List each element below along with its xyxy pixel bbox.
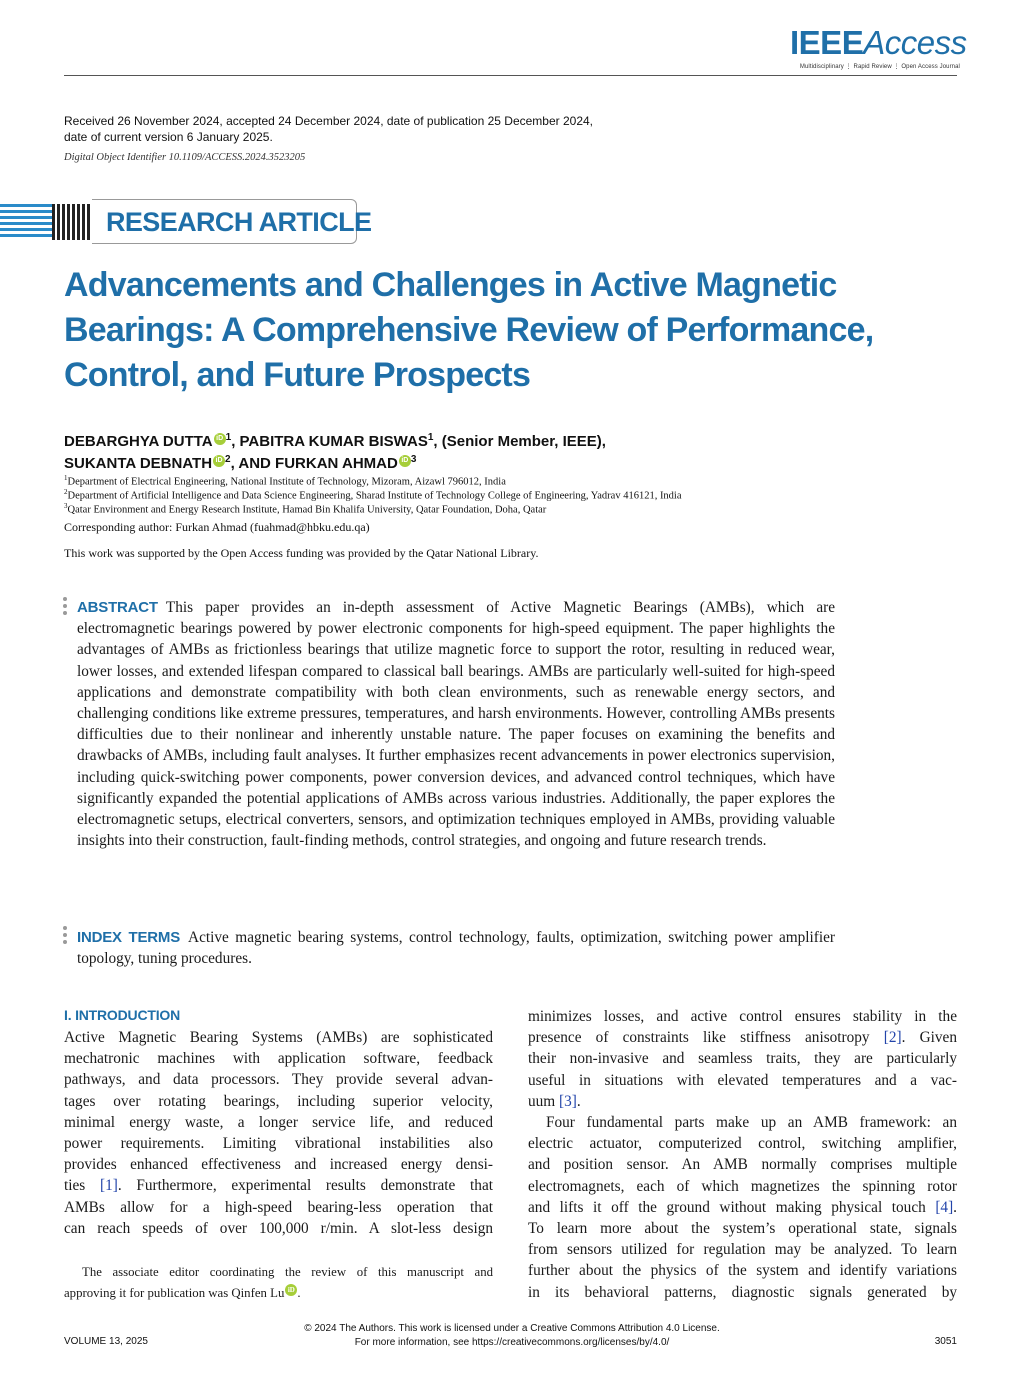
article-type-banner (0, 199, 372, 245)
text-line: minimal energy waste, a longer service life, and reduced (64, 1113, 493, 1131)
affiliation-3 (64, 499, 546, 518)
index-terms (77, 927, 835, 969)
author-1: DEBARGHYA DUTTA (64, 433, 213, 450)
author-2: , PABITRA KUMAR BISWAS (231, 433, 428, 450)
funding-note: This work was supported by the Open Access funding was provided by the Qatar National Library. (64, 546, 539, 560)
text-line: AMBs allow for a high-speed bearing-less operation that (64, 1198, 493, 1216)
logo-ieee-text: IEEE (790, 24, 864, 61)
ieee-access-logo (790, 24, 967, 76)
author-4: , AND FURKAN AHMAD (230, 455, 398, 472)
intro-right-column (528, 1006, 957, 1303)
license (200, 1322, 824, 1350)
text-line: electromagnets, each of which magnetizes the spinning rotor (528, 1177, 957, 1195)
index-terms-label: INDEX TERMS (77, 929, 181, 946)
logo-access-text: Access (863, 24, 967, 61)
text-line: and lifts it off the ground without making physical touch [4]. (528, 1198, 957, 1216)
received-line: Received 26 November 2024, accepted 24 December 2024, date of publication 25 December 2024, (64, 114, 594, 128)
affiliation-number: 3 (64, 502, 68, 510)
license-line-1: © 2024 The Authors. This work is licensed under a Creative Commons Attribution 4.0 License. (304, 1323, 720, 1334)
affiliation-text: Department of Electrical Engineering, National Institute of Technology, Mizoram, Aizawl 796012, India (67, 476, 506, 488)
license-line-2[interactable]: For more information, see https://creativecommons.org/licenses/by/4.0/ (354, 1337, 670, 1348)
authors-line-1 (64, 428, 606, 452)
text-line: uum [3]. (528, 1092, 581, 1110)
citation-link[interactable]: [2] (883, 1029, 902, 1047)
text-line: ties [1]. Furthermore, experimental results demonstrate that (64, 1177, 493, 1195)
orcid-icon[interactable]: iD (213, 455, 225, 467)
text-line: provides enhanced effectiveness and increased energy densi- (64, 1156, 493, 1174)
current-version-line: date of current version 6 January 2025. (64, 130, 273, 144)
orcid-icon[interactable]: iD (399, 455, 411, 467)
abstract-label: ABSTRACT (77, 599, 158, 616)
abstract-text: This paper provides an in-depth assessment of Active Magnetic Bearings (AMBs), which are electromagnetic bearings powered by power electronic components for high-speed equipment. The paper highlights the advantages of AMBs as frictionless bearings that utilize magnetic force to support the rotor, resulting in reduced wear, lower losses, and extended lifespan compared to classical ball bearings. AMBs are particularly well-suited for high-speed applications and demonstrate compatibility with both clean environments, such as renewable energy sectors, and challenging conditions like extreme pressures, temperatures, and harsh environments. However, controlling AMBs presents difficulties due to their nonlinear and inherently unstable nature. The paper focuses on examining the benefits and drawbacks of AMBs, including fault analyses. It further emphasizes recent advancements in power electronics supervision, including quick-switching power components, power conversion devices, and advanced control techniques, which have significantly expanded the potential applications of AMBs across various industries. Additionally, the paper explores the electromagnetic setups, electrical converters, sensors, and optimization techniques employed in AMBs, providing valuable insights into their construction, fault-finding methods, control strategies, and ongoing and future research trends. (77, 599, 835, 850)
text-line: tages over rotating bearings, including superior velocity, (64, 1092, 493, 1110)
logo-tagline: Multidisciplinary ⋮ Rapid Review ⋮ Open Access Journal (799, 64, 960, 70)
affiliation-number: 2 (64, 488, 68, 496)
text-line: in its behavioral patterns, diagnostic signals generated by (528, 1283, 957, 1301)
banner-bars (52, 204, 92, 240)
text-line: electric actuator, computerized control, switching amplifier, (528, 1135, 957, 1153)
text-line: Active Magnetic Bearing Systems (AMBs) are sophisticated (64, 1029, 493, 1046)
footnote-line-2-wrap (64, 1283, 493, 1304)
orcid-icon[interactable]: iD (214, 433, 226, 445)
index-terms-text: Active magnetic bearing systems, control technology, faults, optimization, switching power amplifier topology, tuning procedures. (77, 929, 836, 968)
author-4-affil: 3 (410, 454, 417, 465)
volume: VOLUME 13, 2025 (64, 1336, 148, 1347)
author-3: SUKANTA DEBNATH (64, 455, 213, 472)
page-number: 3051 (934, 1336, 957, 1347)
banner-stripes (0, 204, 52, 240)
doi: Digital Object Identifier 10.1109/ACCESS.2024.3523205 (64, 152, 306, 163)
banner-box (92, 199, 372, 244)
intro-left-column (64, 1027, 493, 1239)
abstract (77, 597, 835, 851)
section-heading-introduction: I. INTRODUCTION (64, 1007, 180, 1023)
text-line: To learn more about the system’s operational state, signals (528, 1220, 957, 1238)
author-1-affil: 1 (225, 432, 232, 443)
text-line: mechatronic machines with application software, feedback (64, 1050, 493, 1068)
header-rule (64, 75, 957, 76)
text-line: from sensors utilized for regulation may be analyzed. To learn (528, 1241, 957, 1259)
affiliation-number: 1 (64, 474, 68, 482)
footnote-line-1: The associate editor coordinating the review of this manuscript and (82, 1265, 493, 1279)
abstract-dots (63, 597, 68, 618)
author-2-note: , (Senior Member, IEEE), (433, 433, 606, 450)
citation-link[interactable]: [1] (99, 1177, 118, 1195)
text-line: pathways, and data processors. They provide several advan- (64, 1071, 493, 1089)
footnote-line-2: approving it for publication was Qinfen Lu (64, 1286, 285, 1300)
citation-link[interactable]: [4] (935, 1198, 954, 1216)
text-line: useful in situations with elevated temperatures and a vac- (528, 1071, 957, 1089)
author-2-affil: 1 (427, 432, 434, 443)
text-line: further about the physics of the system and identify variations (528, 1262, 957, 1280)
footnote-line-2-end: . (297, 1286, 301, 1300)
text-line: Four fundamental parts make up an AMB framework: an (546, 1114, 957, 1132)
editor-footnote (64, 1262, 493, 1304)
affiliation-text: Qatar Environment and Energy Research Institute, Hamad Bin Khalifa University, Qatar Foundation, Doha, Qatar (67, 504, 547, 516)
text-line: can reach speeds of over 100,000 r/min. A slot-less design (64, 1219, 493, 1237)
text-line: their non-invasive and seamless traits, they are particularly (528, 1050, 957, 1068)
text-line: minimizes losses, and active control ensures stability in the (528, 1008, 957, 1025)
article-type-label: RESEARCH ARTICLE (106, 207, 372, 237)
text-line: power requirements. Limiting vibrational instabilities also (64, 1135, 493, 1153)
orcid-icon[interactable]: iD (285, 1284, 297, 1296)
text-line: and position sensor. An AMB normally comprises multiple (528, 1156, 957, 1174)
index-terms-dots (63, 926, 68, 947)
text-line: presence of constraints like stiffness anisotropy [2]. Given (528, 1029, 957, 1047)
paper-title: Advancements and Challenges in Active Magnetic Bearings: A Comprehensive Review of Performance, Control, and Future Prospects (64, 266, 874, 394)
citation-link[interactable]: [3] (559, 1092, 577, 1110)
corresponding-author: Corresponding author: Furkan Ahmad (fuahmad@hbku.edu.qa) (64, 520, 370, 534)
affiliation-text: Department of Artificial Intelligence and Data Science Engineering, Sharad Institute of Technology College of Engineering, Yadrav 416121, India (67, 490, 682, 502)
author-3-affil: 2 (225, 454, 231, 465)
